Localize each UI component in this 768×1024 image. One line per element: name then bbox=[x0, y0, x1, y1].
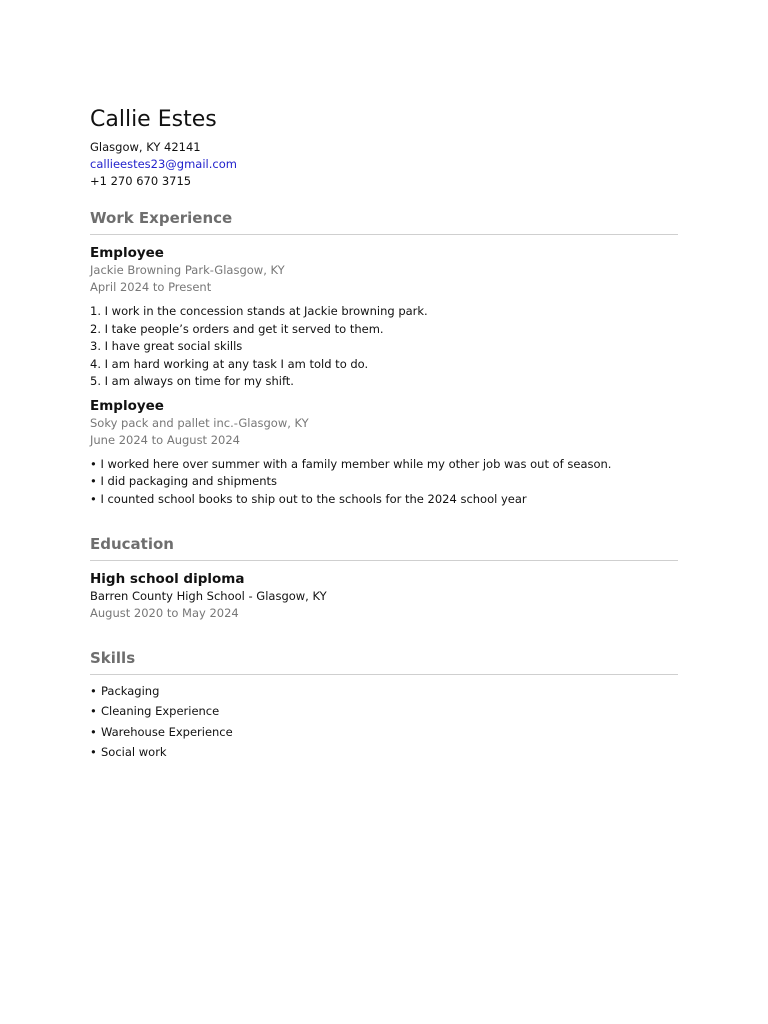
job-dates: April 2024 to Present bbox=[90, 280, 212, 294]
skill-label: Social work bbox=[101, 744, 167, 759]
list-item: 3. I have great social skills bbox=[90, 339, 243, 353]
bullet-icon: • bbox=[90, 704, 97, 719]
list-item: • I worked here over summer with a family member while my other job was out of season. bbox=[90, 456, 612, 471]
list-item: 1. I work in the concession stands at Jackie browning park. bbox=[90, 304, 428, 318]
candidate-name: Callie Estes bbox=[90, 107, 217, 132]
job-entry bbox=[90, 244, 678, 391]
location-text: Glasgow, KY 42141 bbox=[90, 140, 201, 154]
education-heading: Education bbox=[90, 534, 678, 561]
list-item: • I did packaging and shipments bbox=[90, 474, 277, 488]
job-dates: June 2024 to August 2024 bbox=[90, 432, 240, 447]
work-experience-heading: Work Experience bbox=[90, 208, 678, 235]
skills-list bbox=[90, 681, 678, 762]
list-item bbox=[90, 701, 678, 721]
job-company: Jackie Browning Park-Glasgow, KY bbox=[90, 263, 285, 277]
degree-title: High school diploma bbox=[90, 571, 245, 587]
skill-label: Cleaning Experience bbox=[101, 704, 220, 719]
list-item bbox=[90, 742, 678, 762]
job-entry bbox=[90, 397, 678, 509]
job-title: Employee bbox=[90, 245, 164, 261]
contact-info bbox=[90, 139, 678, 190]
bullet-icon: • bbox=[90, 744, 97, 759]
list-item: 2. I take people’s orders and get it served to them. bbox=[90, 321, 384, 336]
email-link[interactable]: callieestes23@gmail.com bbox=[90, 157, 237, 171]
skills-section bbox=[90, 648, 678, 762]
list-item bbox=[90, 722, 678, 742]
job-company: Soky pack and pallet inc.-Glasgow, KY bbox=[90, 415, 309, 430]
skills-heading: Skills bbox=[90, 648, 678, 675]
list-item: 5. I am always on time for my shift. bbox=[90, 374, 294, 388]
bullet-icon: • bbox=[90, 684, 97, 698]
education-entry bbox=[90, 570, 678, 622]
list-item: 4. I am hard working at any task I am told to do. bbox=[90, 356, 369, 371]
skill-label: Packaging bbox=[101, 684, 160, 698]
work-experience-section bbox=[90, 208, 678, 508]
bullet-icon: • bbox=[90, 724, 97, 739]
resume-content bbox=[90, 106, 678, 762]
list-item bbox=[90, 681, 678, 701]
job-duties-list bbox=[90, 456, 678, 509]
job-title: Employee bbox=[90, 397, 164, 414]
school-name: Barren County High School - Glasgow, KY bbox=[90, 589, 327, 603]
education-dates: August 2020 to May 2024 bbox=[90, 606, 239, 620]
skill-label: Warehouse Experience bbox=[101, 724, 233, 739]
phone-text: +1 270 670 3715 bbox=[90, 174, 192, 188]
list-item: • I counted school books to ship out to the schools for the 2024 school year bbox=[90, 491, 527, 506]
job-duties-list bbox=[90, 303, 678, 391]
education-section bbox=[90, 534, 678, 622]
